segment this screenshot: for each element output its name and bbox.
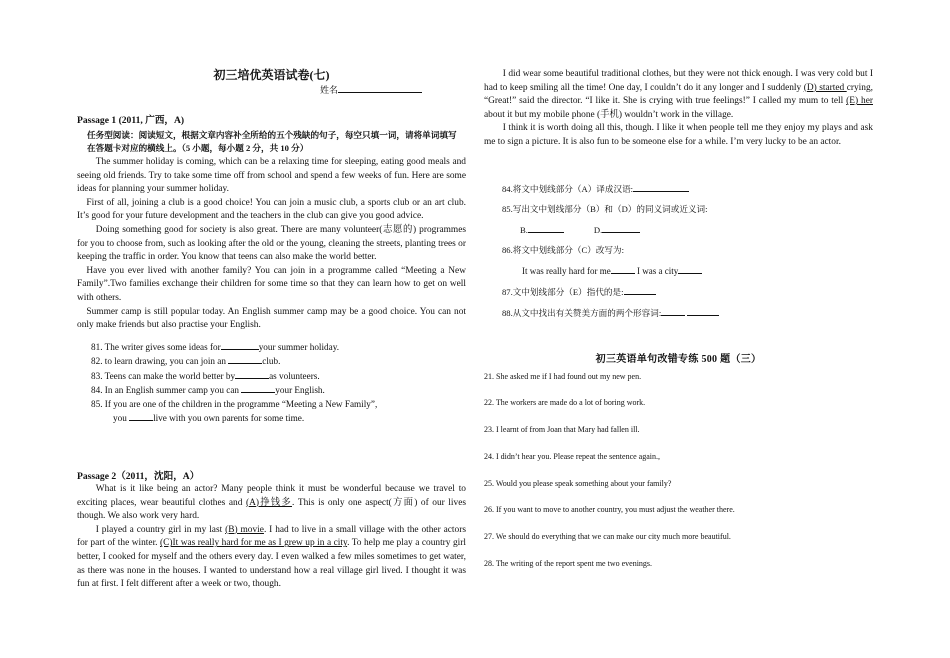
question-p2-88-text: 88.从文中找出有关赞美方面的两个形容词: [502, 308, 662, 318]
underlined-c: (C)It was really hard for me as I grew up in a city [160, 538, 348, 549]
passage-1 [77, 112, 466, 426]
passage-2-p1-end: . This is only one aspect(方面) of our lives though. We also work very hard. [77, 497, 467, 522]
name-label: 姓名 [320, 85, 339, 95]
passage-2-questions [502, 182, 873, 319]
underlined-d: (D) started [803, 82, 847, 93]
question-p2-84 [502, 182, 873, 195]
question-p2-88-blank-2[interactable] [687, 306, 719, 316]
question-82-tail: club. [262, 356, 281, 367]
passage-1-paragraph-1: The summer holiday is coming, which can be a relaxing time for sleeping, eating good meals and seeing old friends. Try to take some time off from school and spend a few weeks of fun. Here are some ideas for planning your summer holiday. [77, 157, 466, 195]
passage-2-p3-mid: crying, “Great!” said the director. “I like it. She is crying with true feelings!” I called my mum to tell [484, 82, 873, 107]
question-p2-85-answers [502, 223, 873, 236]
passage-1-questions [77, 340, 466, 426]
passage-2-paragraph-4: I think it is worth doing all this, though. I like it when people tell me they enjoy my plays and ask me to sign a picture. It is also fun to be someone else for a while. I’m very lucky to be an actor. [484, 123, 873, 147]
passage-2-p3-start: I did wear some beautiful traditional clothes, but they were not thick enough. I was very cold but I had to keep smiling all the time! One day, I couldn’t do it any longer and I suddenly [484, 69, 873, 93]
error-item: 25. Would you please speak something about your family? [484, 479, 672, 488]
question-p2-86-text-a: It was really hard for me [522, 266, 611, 276]
page-title: 初三培优英语试卷(七) [213, 68, 330, 82]
question-p2-88-blank-1[interactable] [661, 306, 685, 316]
error-item: 27. We should do everything that we can make our city much more beautiful. [484, 532, 731, 541]
question-p2-85-b-label: B. [520, 225, 528, 235]
passage-2-paragraph-3 [484, 68, 873, 122]
question-p2-86-text-b: I was a city [636, 266, 679, 276]
error-item: 24. I didn’t hear you. Please repeat the sentence again., [484, 452, 661, 461]
question-p2-85: 85.写出文中划线部分（B）和（D）的同义词或近义词: [502, 204, 708, 214]
question-p2-85-d-blank[interactable] [602, 223, 640, 233]
question-p2-85-d-label: D. [593, 225, 603, 235]
question-83 [77, 369, 466, 384]
passage-2-p2-end: . To help me play a country girl better, I cooked for myself and the others every day. I even walked a few miles sometimes to get water, as there was none in the houses. I wanted to understand how a real village girl lived. I thought it was fun at first. I felt different after a week or two, though. [77, 538, 466, 590]
question-82-text: 82. to learn drawing, you can join an [91, 356, 226, 367]
question-85: 85. If you are one of the children in the programme “Meeting a New Family”, [91, 398, 378, 409]
question-81 [77, 340, 466, 355]
question-85-line-2 [77, 411, 466, 426]
question-p2-86: 86.将文中划线部分（C）改写为: [502, 245, 624, 255]
error-item: 23. I learnt of from Joan that Mary had fallen ill. [484, 425, 640, 434]
passage-2-continued [484, 68, 873, 150]
passage-2-paragraph-2 [77, 524, 466, 592]
passage-1-paragraph-4: Have you ever lived with another family? You can join in a programme called “Meeting a New Family”.Two families exchange their children for some time so that they can learn how to get on well with others. [77, 265, 466, 303]
error-item: 26. If you want to move to another country, you must adjust the weather there. [484, 505, 735, 514]
passage-1-instruction-line-1: 任务型阅读：阅读短文，根据文章内容补全所给的五个残缺的句子，每空只填一词，请将单词填写 [87, 130, 457, 140]
question-81-tail: your summer holiday. [258, 341, 339, 352]
passage-1-heading: Passage 1 (2011, 广西，A) [77, 115, 185, 126]
passage-2-p3-end: about it but my mobile phone (手机) wouldn’t work in the village. [484, 109, 734, 120]
question-84 [77, 383, 466, 398]
question-p2-84-text: 84.将文中划线部分（A）译成汉语: [502, 184, 634, 194]
passage-1-paragraph-3: Doing something good for society is also great. There are many volunteer(志愿的) programmes for you to choose from, such as looking after the old or the young, cleaning the streets, planting trees or keeping the traffic in order. You know that teens can also make the world better. [77, 224, 466, 263]
error-item: 21. She asked me if I had found out my new pen. [484, 372, 642, 381]
question-83-text: 83. Teens can make the world better by [91, 370, 236, 381]
passage-2-p1-start: What is it like being an actor? Many people think it must be wonderful because we travel to exciting places, wear beautiful clothes and [77, 484, 466, 508]
error-correction-title: 初三英语单句改错专练 500 题（三） [595, 354, 762, 365]
passage-1-instruction-line-2: 在答题卡对应的横线上。（5 小题，每小题 2 分，共 10 分） [87, 142, 309, 153]
underlined-a: (A)挣钱多 [245, 497, 292, 508]
question-83-tail: as volunteers. [269, 370, 320, 381]
underlined-b: (B) movie [225, 524, 264, 535]
question-p2-86-sentence [502, 264, 873, 277]
question-85-tail: live with you own parents for some time. [153, 413, 305, 424]
passage-1-paragraph-5: Summer camp is still popular today. An English summer camp may be a good choice. You can not only make friends but also practise your English. [77, 306, 466, 331]
passage-2-paragraph-1 [77, 483, 466, 524]
question-84-tail: your English. [275, 385, 325, 396]
error-item: 22. The workers are made do a lot of boring work. [484, 398, 646, 407]
question-84-blank[interactable] [241, 383, 275, 393]
error-item: 28. The writing of the report spent me two evenings. [484, 559, 653, 568]
question-p2-87-text: 87.文中划线部分（E）指代的是: [502, 287, 624, 297]
question-83-blank[interactable] [235, 369, 269, 379]
question-81-text: 81. The writer gives some ideas for [91, 341, 221, 352]
question-84-text: 84. In an English summer camp you can [91, 385, 239, 396]
question-p2-87 [502, 285, 873, 298]
question-p2-85-b-blank[interactable] [528, 223, 564, 233]
passage-2-heading: Passage 2（2011，沈阳，A） [77, 471, 200, 482]
question-p2-86-blank-1[interactable] [611, 264, 635, 274]
question-82-blank[interactable] [228, 354, 262, 364]
question-p2-87-blank[interactable] [624, 285, 656, 295]
name-field [320, 83, 422, 96]
passage-1-paragraph-2: First of all, joining a club is a good choice! You can join a music club, a sports club or an art club. It’s good for your future development and the teachers in the club can give you good advice. [77, 197, 466, 222]
question-p2-86-blank-2[interactable] [678, 264, 702, 274]
passage-2 [77, 468, 466, 592]
question-p2-84-blank[interactable] [633, 182, 689, 192]
question-81-blank[interactable] [221, 340, 259, 350]
question-82 [77, 354, 466, 369]
name-blank[interactable] [338, 83, 422, 93]
underlined-e: (E) her [846, 96, 873, 107]
question-85-blank[interactable] [129, 411, 153, 421]
question-85-text: you [113, 413, 127, 424]
question-p2-88 [502, 306, 873, 319]
passage-2-p2-start: I played a country girl in my last [95, 524, 226, 535]
passage-2-p2-mid: . I had to live in a small village with the other actors for part of the winter. [77, 524, 466, 549]
